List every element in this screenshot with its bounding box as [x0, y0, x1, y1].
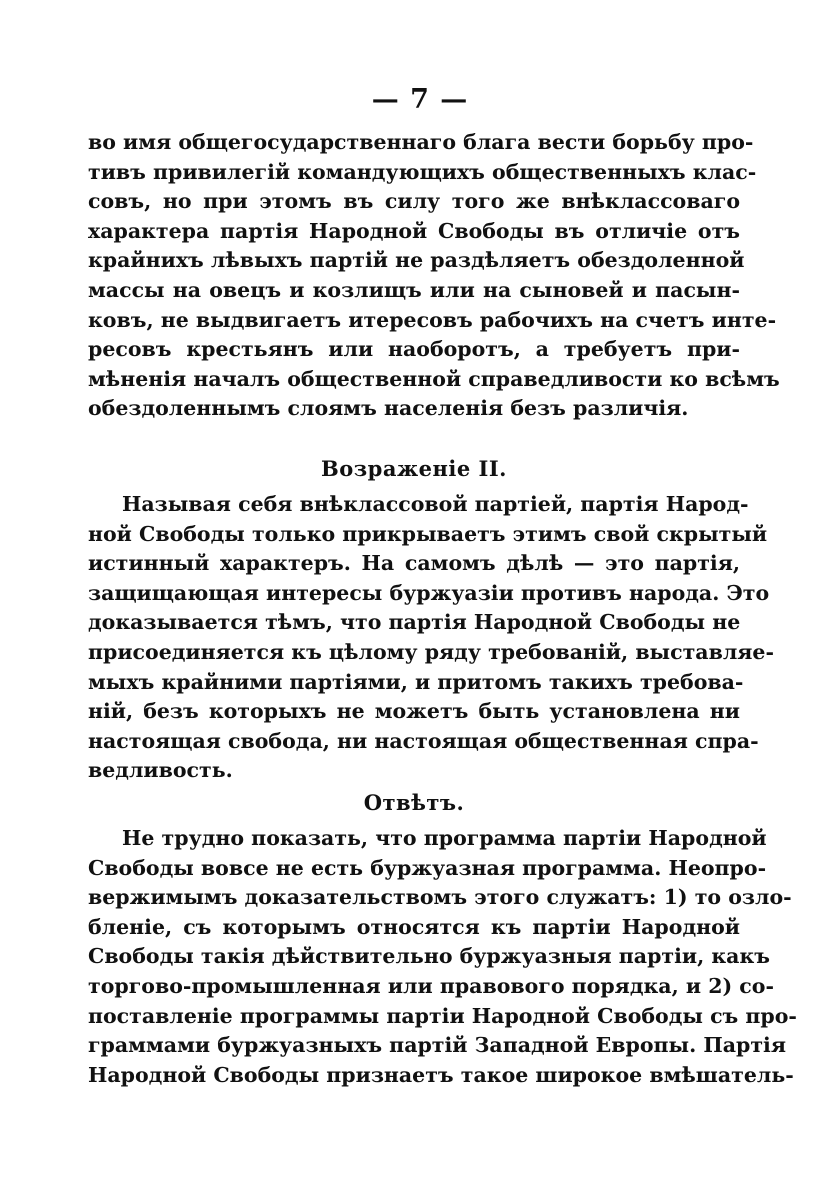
text-line: массы на овецъ и козлищъ или на сыновей и пасын- — [88, 277, 740, 302]
text-line: торгово-промышленная или правового порядка, и 2) со- — [88, 973, 774, 998]
text-line: ведливость. — [88, 758, 233, 783]
text-line: граммами буржуазныхъ партій Западной Европы. Партія — [88, 1033, 786, 1058]
text-line: ній, безъ которыхъ не можетъ быть установлена ни — [88, 699, 740, 724]
text-line: характера партія Народной Свободы въ отличіе отъ — [88, 218, 740, 243]
text-line: во имя общегосударственнаго блага вести борьбу про- — [88, 130, 754, 154]
text-line: Не трудно показать, что программа партіи Народной — [122, 826, 767, 850]
text-line: истинный характеръ. На самомъ дѣлѣ — это партія, — [88, 551, 740, 576]
paragraph-3 — [88, 824, 797, 1090]
text-line: совъ, но при этомъ въ силу того же внѣклассоваго — [88, 189, 740, 214]
text-line: присоединяется къ цѣлому ряду требованій, выставляе- — [88, 639, 774, 664]
paragraph-2 — [88, 490, 774, 786]
text-line: Свободы вовсе не есть буржуазная программа. Неопро- — [88, 855, 767, 880]
text-line: ной Свободы только прикрываетъ этимъ свой скрытый — [88, 521, 768, 546]
text-line: вержимымъ доказательствомъ этого служатъ: 1) то озло- — [88, 885, 792, 910]
text-line: Называя себя внѣклассовой партіей, партія Народ- — [122, 492, 749, 516]
text-line: защищающая интересы буржуазіи противъ народа. Это — [88, 580, 770, 605]
text-line: доказывается тѣмъ, что партія Народной Свободы не — [88, 610, 741, 635]
text-line: поставленіе программы партіи Народной Свободы съ про- — [88, 1003, 797, 1028]
text-line: ковъ, не выдвигаетъ итересовъ рабочихъ на счетъ инте- — [88, 307, 777, 332]
text-line: Свободы такія дѣйствительно буржуазныя партіи, какъ — [88, 944, 770, 969]
text-line: обездоленнымъ слоямъ населенія безъ различія. — [88, 396, 689, 421]
text-line: крайнихъ лѣвыхъ партій не раздѣляетъ обездоленной — [88, 248, 745, 273]
text-line: тивъ привилегій командующихъ общественныхъ клас- — [88, 159, 757, 184]
text-line: настоящая свобода, ни настоящая общественная спра- — [88, 728, 759, 753]
text-line: мыхъ крайними партіями, и притомъ такихъ требова- — [88, 669, 744, 694]
paragraph-1 — [88, 128, 780, 424]
heading-objection: Возраженіе II. — [321, 456, 507, 481]
heading-answer: Отвѣтъ. — [363, 790, 465, 815]
text-line: ресовъ крестьянъ или наоборотъ, а требуетъ при- — [88, 337, 740, 362]
text-line: Народной Свободы признаетъ такое широкое вмѣшатель- — [88, 1062, 794, 1087]
text-line: мѣненія началъ общественной справедливости ко всѣмъ — [88, 366, 780, 391]
text-line: бленіе, съ которымъ относятся къ партіи Народной — [88, 914, 740, 939]
page-number: — 7 — — [371, 84, 469, 115]
